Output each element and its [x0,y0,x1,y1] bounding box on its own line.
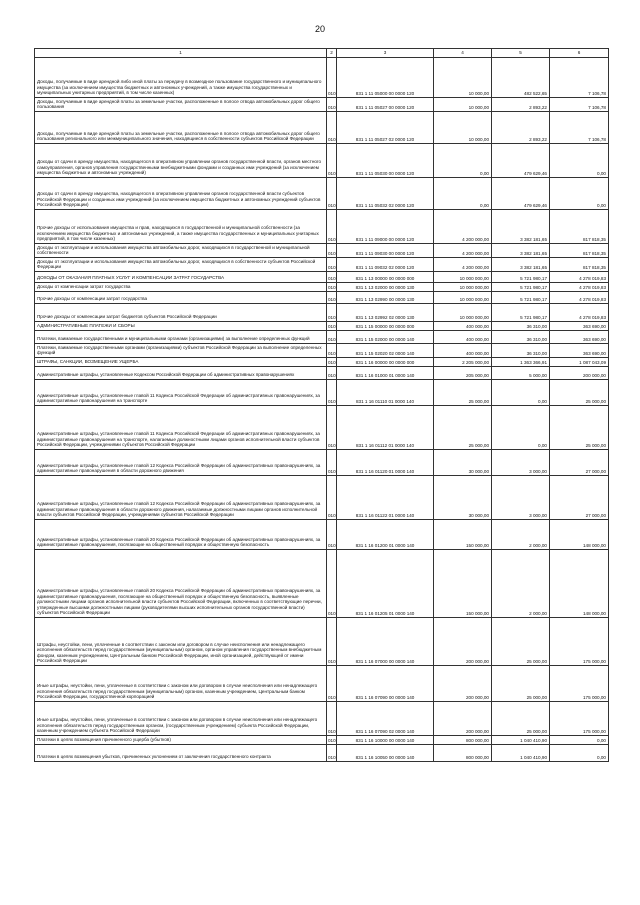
approved-plan-cell: 2 205 000,00 [434,358,492,367]
approved-plan-cell: 4 200 000,00 [434,210,492,244]
table-row [35,380,609,406]
executed-amount-cell: 3 382 181,65 [492,244,550,258]
approved-plan-cell: 200 000,00 [434,618,492,666]
executed-amount-cell: 25 000,00 [492,702,550,736]
approved-plan-cell: 0,00 [434,144,492,178]
executed-amount-cell: 2 000,00 [492,520,550,550]
budget-classification-code-cell: 831 1 16 07090 02 0000 140 [337,702,434,736]
income-name-cell: Административные штрафы, установленные главой 12 Кодекса Российской Федерации об административных правонарушениях, за административные правонарушения в области дорожного движения [35,450,327,476]
income-name-cell: Доходы от эксплуатации и использования имущества автомобильных дорог, находящихся в государственной и муниципальной собственности [35,244,327,258]
table-row [35,292,609,304]
executed-amount-cell: 36 310,00 [492,331,550,344]
income-name-cell: Прочие доходы от компенсации затрат государства [35,292,327,304]
line-code-cell: 010 [327,58,337,98]
line-code-cell: 010 [327,112,337,144]
unexecuted-amount-cell: 0,00 [550,745,609,762]
income-name-cell: Административные штрафы, установленные главой 11 Кодекса Российской Федерации об административных правонарушениях, за административные правонарушения на транспорте [35,380,327,406]
table-row [35,283,609,292]
unexecuted-amount-cell: 0,00 [550,144,609,178]
table-row [35,112,609,144]
unexecuted-amount-cell: 175 000,00 [550,618,609,666]
income-name-cell: Доходы, получаемые в виде арендной платы за земельные участки, расположенные в полосе отвода автомобильных дорог общего пользования регионального или межмуниципального значения, находящиеся в собственности субъектов Российской Федерации [35,112,327,144]
income-name-cell: Иные штрафы, неустойки, пени, уплаченные в соответствии с законом или договором в случае неисполнения или ненадлежащего исполнения обязательств перед государственным органом, (государственным учреждением) субъекта Российской Федерации, казенным учреждением субъекта Российской Федерации [35,702,327,736]
approved-plan-cell: 25 000,00 [434,406,492,450]
line-code-cell: 010 [327,304,337,322]
unexecuted-amount-cell: 148 000,00 [550,520,609,550]
executed-amount-cell: 5 721 980,17 [492,272,550,283]
budget-classification-code-cell: 831 1 11 05000 00 0000 120 [337,58,434,98]
budget-classification-code-cell: 831 1 16 10050 00 0000 140 [337,745,434,762]
table-row [35,322,609,331]
executed-amount-cell: 36 310,00 [492,344,550,358]
table-row [35,406,609,450]
line-code-cell: 010 [327,144,337,178]
budget-classification-code-cell: 831 1 16 01112 01 0000 140 [337,406,434,450]
unexecuted-amount-cell: 363 690,00 [550,331,609,344]
executed-amount-cell: 1 040 410,90 [492,736,550,745]
unexecuted-amount-cell: 817 818,35 [550,258,609,272]
budget-classification-code-cell: 831 1 16 01122 01 0000 140 [337,476,434,520]
revenue-table [34,48,609,762]
executed-amount-cell: 1 363 366,91 [492,358,550,367]
executed-amount-cell: 482 522,65 [492,58,550,98]
line-code-cell: 010 [327,406,337,450]
line-code-cell: 010 [327,702,337,736]
executed-amount-cell: 3 000,00 [492,450,550,476]
line-code-cell: 010 [327,210,337,244]
table-row [35,618,609,666]
line-code-cell: 010 [327,178,337,210]
executed-amount-cell: 25 000,00 [492,618,550,666]
table-row [35,258,609,272]
executed-amount-cell: 3 382 181,65 [492,210,550,244]
executed-amount-cell: 2 893,22 [492,112,550,144]
line-code-cell: 010 [327,244,337,258]
budget-classification-code-cell: 831 1 11 09000 00 0000 120 [337,210,434,244]
unexecuted-amount-cell: 1 087 043,09 [550,358,609,367]
budget-classification-code-cell: 831 1 15 02000 00 0000 140 [337,331,434,344]
line-code-cell: 010 [327,98,337,112]
unexecuted-amount-cell: 363 690,00 [550,344,609,358]
unexecuted-amount-cell: 4 278 019,83 [550,292,609,304]
income-name-cell: Доходы от компенсации затрат государства [35,283,327,292]
income-name-cell: АДМИНИСТРАТИВНЫЕ ПЛАТЕЖИ И СБОРЫ [35,322,327,331]
approved-plan-cell: 205 000,00 [434,367,492,380]
budget-classification-code-cell: 831 1 13 02000 00 0000 130 [337,283,434,292]
executed-amount-cell: 5 721 980,17 [492,292,550,304]
approved-plan-cell: 30 000,00 [434,476,492,520]
executed-amount-cell: 5 721 980,17 [492,304,550,322]
column-header: 4 [434,49,492,58]
unexecuted-amount-cell: 148 000,00 [550,550,609,618]
table-row [35,304,609,322]
unexecuted-amount-cell: 363 690,00 [550,322,609,331]
approved-plan-cell: 400 000,00 [434,344,492,358]
table-row [35,666,609,702]
executed-amount-cell: 5 000,00 [492,367,550,380]
table-row [35,702,609,736]
unexecuted-amount-cell: 25 000,00 [550,380,609,406]
budget-classification-code-cell: 831 1 11 05030 00 0000 120 [337,144,434,178]
income-name-cell: ДОХОДЫ ОТ ОКАЗАНИЯ ПЛАТНЫХ УСЛУГ И КОМПЕНСАЦИИ ЗАТРАТ ГОСУДАРСТВА [35,272,327,283]
budget-classification-code-cell: 831 1 16 07090 00 0000 140 [337,666,434,702]
budget-classification-code-cell: 831 1 11 09032 02 0000 120 [337,258,434,272]
unexecuted-amount-cell: 7 106,78 [550,98,609,112]
unexecuted-amount-cell: 27 000,00 [550,450,609,476]
income-name-cell: Платежи в целях возмещения убытков, причиненных уклонением от заключения государственного контракта [35,745,327,762]
table-row [35,358,609,367]
income-name-cell: Прочие доходы от компенсации затрат бюджетов субъектов Российской Федерации [35,304,327,322]
table-row [35,550,609,618]
budget-classification-code-cell: 831 1 16 01000 01 0000 140 [337,367,434,380]
income-name-cell: Штрафы, неустойки, пени, уплаченные в соответствии с законом или договором в случае неисполнения или ненадлежащего исполнения обязательств перед государственным (муниципальным) органом, органом управления государственным внебюджетным фондом, казенным учреждением, Центральным банком Российской Федерации, иной организацией, действующей от имени Российской Федерации [35,618,327,666]
line-code-cell: 010 [327,745,337,762]
approved-plan-cell: 10 000 000,00 [434,272,492,283]
executed-amount-cell: 0,00 [492,406,550,450]
executed-amount-cell: 3 382 181,65 [492,258,550,272]
unexecuted-amount-cell: 25 000,00 [550,406,609,450]
budget-classification-code-cell: 831 1 11 05027 00 0000 120 [337,98,434,112]
income-name-cell: Доходы, получаемые в виде арендной либо иной платы за передачу в возмездное пользование государственного и муниципального имущества (за исключением имущества бюджетных и автономных учреждений, а также имущества государственных и муниципальных унитарных предприятий, в том числе казенных) [35,58,327,98]
line-code-cell: 010 [327,272,337,283]
approved-plan-cell: 10 000,00 [434,58,492,98]
unexecuted-amount-cell: 0,00 [550,736,609,745]
income-name-cell: Иные штрафы, неустойки, пени, уплаченные в соответствии с законом или договором в случае неисполнения или ненадлежащего исполнения обязательств перед государственным (муниципальным) органом, казенным учреждением, Центральным банком Российской Федерации, государственной корпорацией [35,666,327,702]
income-name-cell: Платежи, взимаемые государственными и муниципальными органами (организациями) за выполнение определенных функций [35,331,327,344]
approved-plan-cell: 10 000 000,00 [434,283,492,292]
budget-classification-code-cell: 831 1 11 09030 00 0000 120 [337,244,434,258]
executed-amount-cell: 36 310,00 [492,322,550,331]
executed-amount-cell: 25 000,00 [492,666,550,702]
unexecuted-amount-cell: 7 106,78 [550,112,609,144]
income-name-cell: Доходы от эксплуатации и использования имущества автомобильных дорог, находящихся в собственности субъектов Российской Федерации [35,258,327,272]
line-code-cell: 010 [327,450,337,476]
executed-amount-cell: 3 000,00 [492,476,550,520]
line-code-cell: 010 [327,358,337,367]
table-row [35,144,609,178]
column-header: 1 [35,49,327,58]
page-number: 20 [314,24,325,34]
budget-classification-code-cell: 831 1 13 02990 00 0000 130 [337,292,434,304]
approved-plan-cell: 30 000,00 [434,450,492,476]
approved-plan-cell: 4 200 000,00 [434,244,492,258]
table-row [35,367,609,380]
income-name-cell: Прочие доходы от использования имущества и прав, находящихся в государственной и муниципальной собственности (за исключением имущества бюджетных и автономных учреждений, а также имущества государственных и муниципальных унитарных предприятий, в том числе казенных) [35,210,327,244]
line-code-cell: 010 [327,476,337,520]
approved-plan-cell: 200 000,00 [434,702,492,736]
unexecuted-amount-cell: 175 000,00 [550,702,609,736]
budget-classification-code-cell: 831 1 11 05027 02 0000 120 [337,112,434,144]
line-code-cell: 010 [327,322,337,331]
approved-plan-cell: 4 200 000,00 [434,258,492,272]
column-header: 6 [550,49,609,58]
approved-plan-cell: 150 000,00 [434,520,492,550]
line-code-cell: 010 [327,344,337,358]
budget-classification-code-cell: 831 1 16 01205 01 0000 140 [337,550,434,618]
line-code-cell: 010 [327,292,337,304]
budget-classification-code-cell: 831 1 13 02992 02 0000 130 [337,304,434,322]
line-code-cell: 010 [327,618,337,666]
income-name-cell: Доходы от сдачи в аренду имущества, находящегося в оперативном управлении органов государственной власти, органов местного самоуправления, органов управления государственными внебюджетными фондами и созданных ими учреждений (за исключением имущества бюджетных и автономных учреждений) [35,144,327,178]
income-name-cell: Доходы от сдачи в аренду имущества, находящегося в оперативном управлении органов государственной власти субъектов Российской Федерации и созданных ими учреждений (за исключением имущества бюджетных и автономных учреждений субъектов Российской Федерации) [35,178,327,210]
income-name-cell: Платежи, взимаемые государственными органами (организациями) субъектов Российской Федерации за выполнение определенных функций [35,344,327,358]
table-row [35,450,609,476]
table-row [35,745,609,762]
line-code-cell: 010 [327,380,337,406]
approved-plan-cell: 200 000,00 [434,666,492,702]
budget-classification-code-cell: 831 1 11 05032 02 0000 120 [337,178,434,210]
table-row [35,272,609,283]
column-header: 2 [327,49,337,58]
line-code-cell: 010 [327,367,337,380]
income-name-cell: Платежи в целях возмещения причиненного ущерба (убытков) [35,736,327,745]
table-row [35,178,609,210]
table-row [35,476,609,520]
approved-plan-cell: 800 000,00 [434,745,492,762]
table-body [35,58,609,762]
income-name-cell: ШТРАФЫ, САНКЦИИ, ВОЗМЕЩЕНИЕ УЩЕРБА [35,358,327,367]
line-code-cell: 010 [327,520,337,550]
table-row [35,210,609,244]
approved-plan-cell: 400 000,00 [434,322,492,331]
line-code-cell: 010 [327,283,337,292]
unexecuted-amount-cell: 200 000,00 [550,367,609,380]
approved-plan-cell: 150 000,00 [434,550,492,618]
unexecuted-amount-cell: 27 000,00 [550,476,609,520]
column-header: 3 [337,49,434,58]
unexecuted-amount-cell: 7 106,78 [550,58,609,98]
executed-amount-cell: 0,00 [492,380,550,406]
income-name-cell: Административные штрафы, установленные главой 20 Кодекса Российской Федерации об административных правонарушениях, за административные правонарушения, посягающие на общественный порядок и общественную безопасность [35,520,327,550]
approved-plan-cell: 400 000,00 [434,331,492,344]
budget-classification-code-cell: 831 1 16 07000 00 0000 140 [337,618,434,666]
unexecuted-amount-cell: 4 278 019,83 [550,304,609,322]
executed-amount-cell: 2 893,22 [492,98,550,112]
unexecuted-amount-cell: 4 278 019,83 [550,272,609,283]
line-code-cell: 010 [327,258,337,272]
approved-plan-cell: 800 000,00 [434,736,492,745]
executed-amount-cell: 479 629,46 [492,144,550,178]
income-name-cell: Административные штрафы, установленные главой 12 Кодекса Российской Федерации об административных правонарушениях, за административные правонарушения в области дорожного движения, налагаемые должностными лицами органов исполнительной власти субъектов Российской Федерации, учреждениями субъектов Российской Федерации [35,476,327,520]
table-row [35,98,609,112]
unexecuted-amount-cell: 175 000,00 [550,666,609,702]
column-header: 5 [492,49,550,58]
approved-plan-cell: 10 000,00 [434,112,492,144]
executed-amount-cell: 2 000,00 [492,550,550,618]
approved-plan-cell: 10 000,00 [434,98,492,112]
line-code-cell: 010 [327,736,337,745]
executed-amount-cell: 479 629,46 [492,178,550,210]
budget-classification-code-cell: 831 1 16 01120 01 0000 140 [337,450,434,476]
budget-classification-code-cell: 831 1 15 00000 00 0000 000 [337,322,434,331]
line-code-cell: 010 [327,550,337,618]
approved-plan-cell: 10 000 000,00 [434,292,492,304]
approved-plan-cell: 25 000,00 [434,380,492,406]
budget-classification-code-cell: 831 1 16 01110 01 0000 140 [337,380,434,406]
unexecuted-amount-cell: 817 818,35 [550,244,609,258]
budget-classification-code-cell: 831 1 16 10000 00 0000 140 [337,736,434,745]
line-code-cell: 010 [327,666,337,702]
approved-plan-cell: 0,00 [434,178,492,210]
table-row [35,244,609,258]
table-row [35,736,609,745]
income-name-cell: Административные штрафы, установленные Кодексом Российской Федерации об административных правонарушениях [35,367,327,380]
income-name-cell: Доходы, получаемые в виде арендной платы за земельные участки, расположенные в полосе отвода автомобильных дорог общего пользования [35,98,327,112]
approved-plan-cell: 10 000 000,00 [434,304,492,322]
income-name-cell: Административные штрафы, установленные главой 11 Кодекса Российской Федерации об административных правонарушениях, за административные правонарушения на транспорте, налагаемые должностными лицами органов исполнительной власти субъектов Российской Федерации, учреждениями субъектов Российской Федерации [35,406,327,450]
unexecuted-amount-cell: 0,00 [550,178,609,210]
budget-classification-code-cell: 831 1 16 01200 01 0000 140 [337,520,434,550]
budget-classification-code-cell: 831 1 15 02020 02 0000 140 [337,344,434,358]
table-row [35,344,609,358]
unexecuted-amount-cell: 817 818,35 [550,210,609,244]
executed-amount-cell: 5 721 980,17 [492,283,550,292]
budget-classification-code-cell: 831 1 16 00000 00 0000 000 [337,358,434,367]
column-number-header [35,49,609,58]
unexecuted-amount-cell: 4 278 019,83 [550,283,609,292]
income-name-cell: Административные штрафы, установленные главой 20 Кодекса Российской Федерации об административных правонарушениях, за административные правонарушения, посягающие на общественный порядок и общественную безопасность, выявленные должностными лицами органов исполнительной власти субъектов Российской Федерации, включенных в соответствующие перечни, утвержденные высшими должностными лицами (руководителями высших исполнительных органов государственной власти) субъектов Российской Федерации [35,550,327,618]
line-code-cell: 010 [327,331,337,344]
table-row [35,331,609,344]
budget-classification-code-cell: 831 1 13 00000 00 0000 000 [337,272,434,283]
executed-amount-cell: 1 040 410,90 [492,745,550,762]
table-row [35,520,609,550]
table-row [35,58,609,98]
